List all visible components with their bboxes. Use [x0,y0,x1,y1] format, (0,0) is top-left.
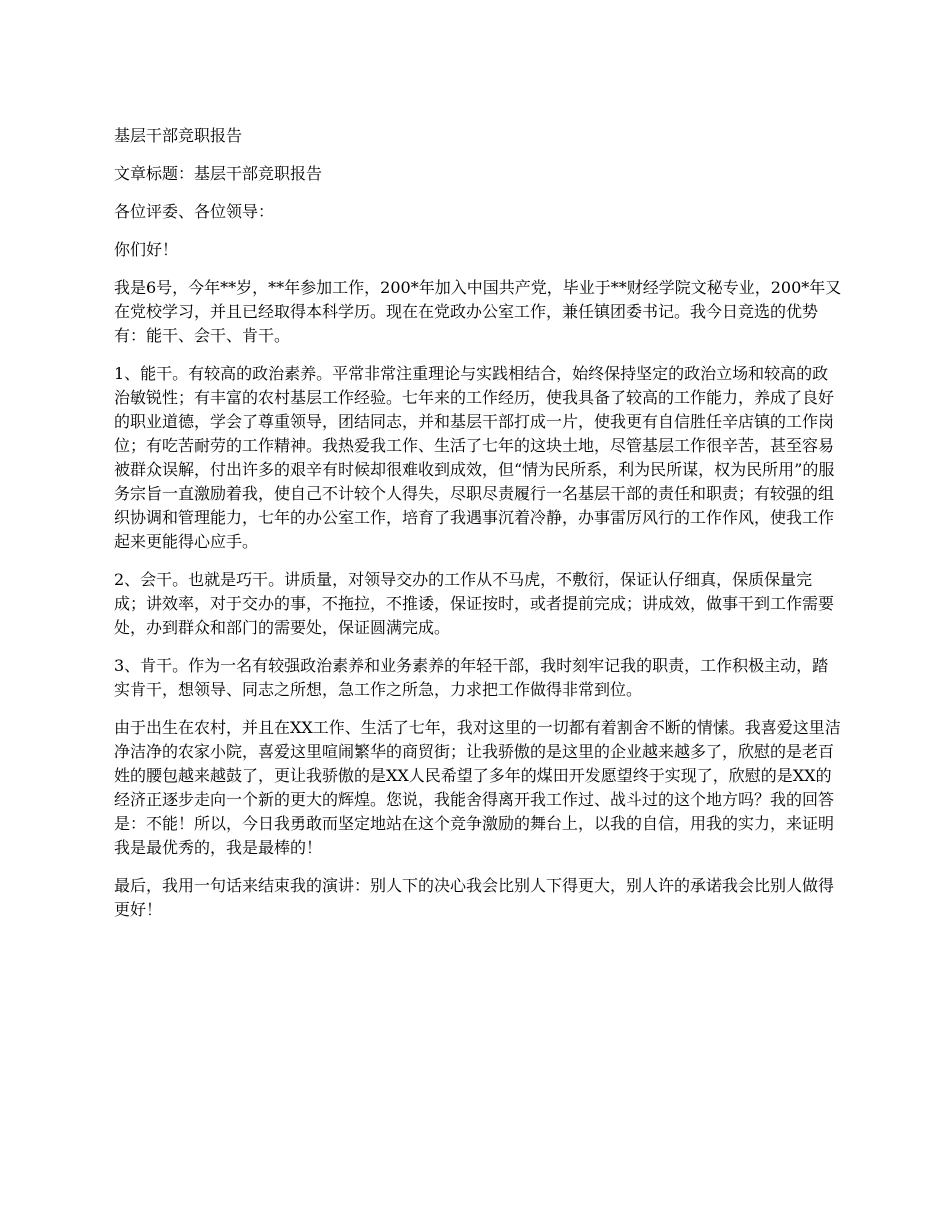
point-2-paragraph: 2、会干。也就是巧干。讲质量，对领导交办的工作从不马虎，不敷衍，保证认仔细真，保质保量完成；讲效率，对于交办的事，不拖拉，不推诿，保证按时，或者提前完成；讲成效，做事干到工作需要处，办到群众和部门的需要处，保证圆满完成。 [114,570,835,637]
point-1-paragraph: 1、能干。有较高的政治素养。平常非常注重理论与实践相结合，始终保持坚定的政治立场和较高的政治敏锐性；有丰富的农村基层工作经验。七年来的工作经历，使我具备了较高的工作能力，养成了良好的职业道德，学会了尊重领导，团结同志，并和基层干部打成一片，使我更有自信胜任辛店镇的工作岗位；有吃苦耐劳的工作精神。我热爱我工作、生活了七年的这块土地，尽管基层工作很辛苦，甚至容易被群众误解，付出许多的艰辛有时候却很难收到成效，但“情为民所系，利为民所谋，权为民所用”的服务宗旨一直激励着我，使自己不计较个人得失，尽职尽责履行一名基层干部的责任和职责；有较强的组织协调和管理能力，七年的办公室工作，培育了我遇事沉着冷静，办事雷厉风行的工作作风，使我工作起来更能得心应手。 [114,364,835,551]
greeting: 你们好！ [114,240,179,259]
intro-paragraph: 我是6号，今年**岁，**年参加工作，200*年加入中国共产党，毕业于**财经学院文秘专业，200*年又在党校学习，并且已经取得本科学历。现在在党政办公室工作，兼任镇团委书记。我今日竞选的优势有：能干、会干、肯干。 [114,278,842,345]
document-body [114,124,842,936]
closing-paragraph: 最后，我用一句话来结束我的演讲：别人下的决心我会比别人下得更大，别人许的承诺我会比别人做得更好！ [114,876,835,919]
background-paragraph: 由于出生在农村，并且在XX工作、生活了七年，我对这里的一切都有着割舍不断的情愫。我喜爱这里洁净洁净的农家小院，喜爱这里喧闹繁华的商贸街；让我骄傲的是这里的企业越来越多了，欣慰的是老百姓的腰包越来越鼓了，更让我骄傲的是XX人民希望了多年的煤田开发愿望终于实现了，欣慰的是XX的经济正逐步走向一个新的更大的辉煌。您说，我能舍得离开我工作过、战斗过的这个地方吗？我的回答是：不能！所以，今日我勇敢而坚定地站在这个竞争激励的舞台上，以我的自信，用我的实力，来证明我是最优秀的，我是最棒的！ [114,718,841,857]
article-title-line: 文章标题：基层干部竞职报告 [114,164,323,183]
salutation: 各位评委、各位领导： [114,202,275,221]
point-3-paragraph: 3、肯干。作为一名有较强政治素养和业务素养的年轻干部，我时刻牢记我的职责，工作积极主动，踏实肯干，想领导、同志之所想，急工作之所急，力求把工作做得非常到位。 [114,656,829,699]
document-title: 基层干部竞职报告 [114,126,243,145]
